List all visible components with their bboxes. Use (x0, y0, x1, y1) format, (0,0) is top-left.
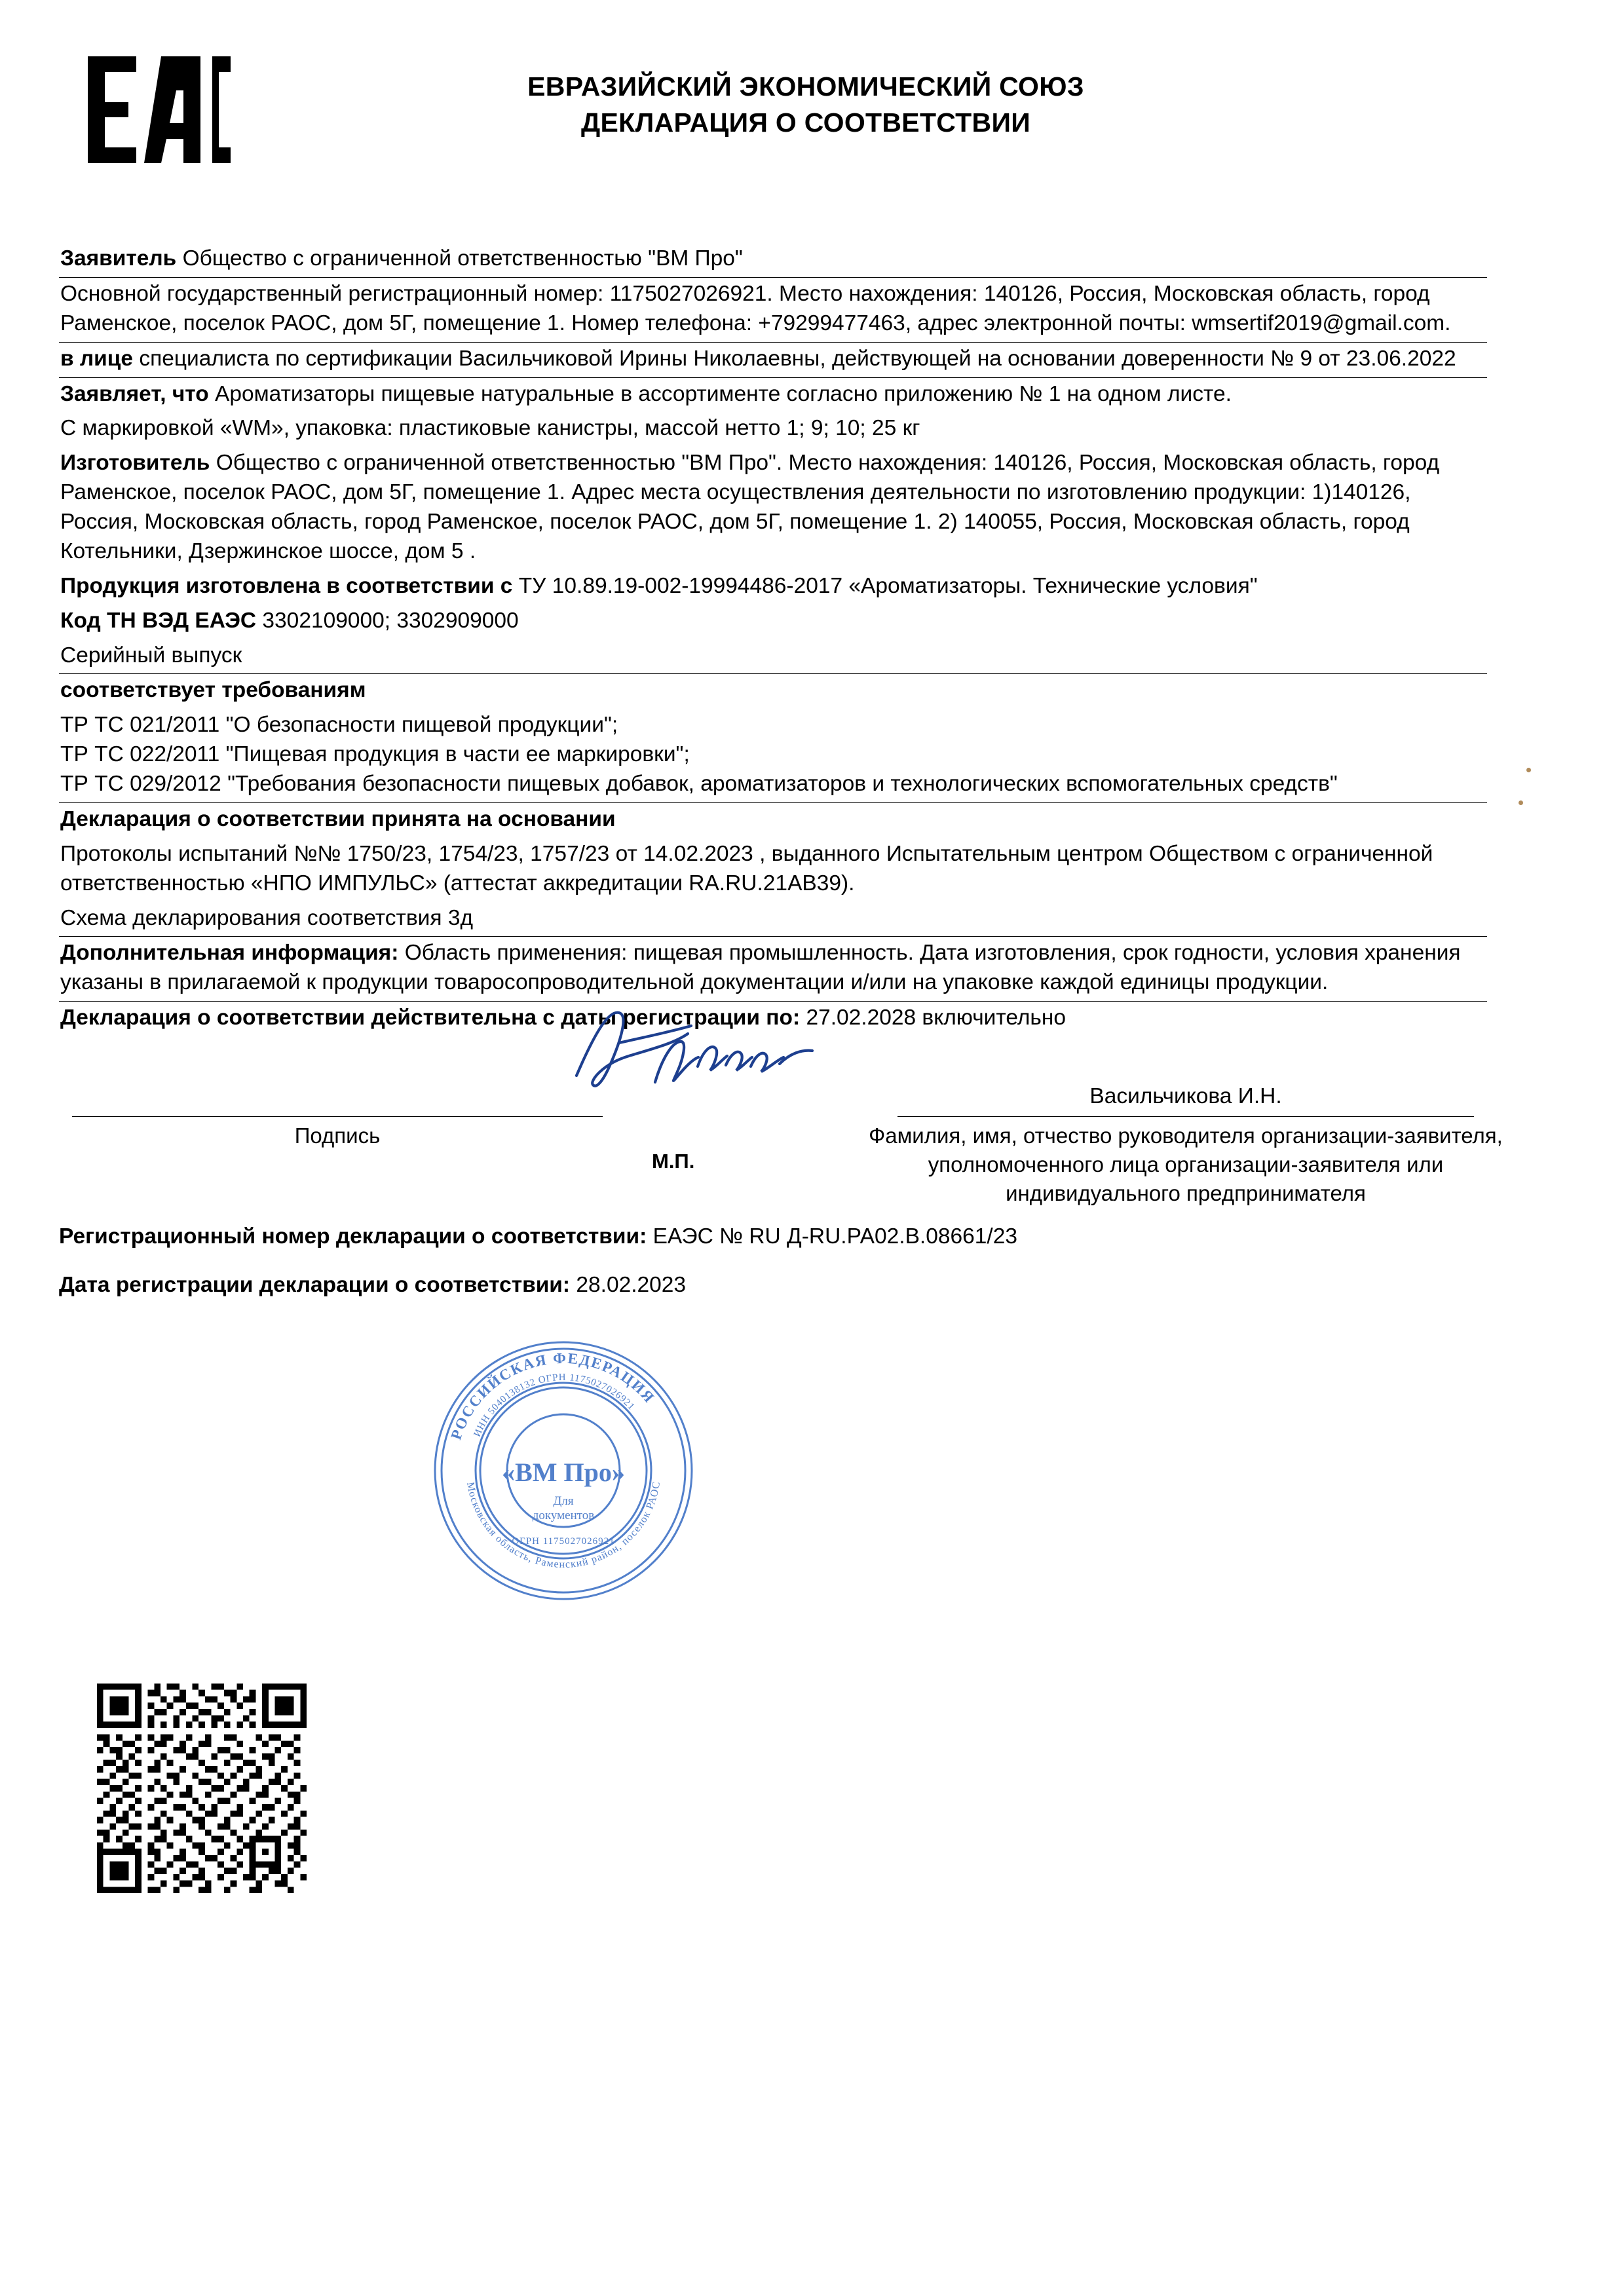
made-in-accordance-value: ТУ 10.89.19-002-19994486-2017 «Ароматизаторы. Технические условия" (518, 573, 1258, 598)
row-conforms-list (59, 709, 1487, 803)
page-title (282, 69, 1330, 141)
svg-text:Московская область, Раменский: Московская область, Раменский район, поселок РАОС (464, 1480, 663, 1571)
title-line-1: ЕВРАЗИЙСКИЙ ЭКОНОМИЧЕСКИЙ СОЮЗ (527, 71, 1084, 102)
tnved-label: Код ТН ВЭД ЕАЭС (60, 608, 257, 633)
row-marking (59, 412, 1487, 447)
signature-area (59, 1051, 1503, 1297)
row-declares (59, 378, 1487, 413)
declares-value: Ароматизаторы пищевые натуральные в ассортименте согласно приложению № 1 на одном листе. (215, 381, 1232, 406)
row-applicant (59, 242, 1487, 278)
company-stamp-icon (426, 1333, 701, 1608)
conforms-item: ТР ТС 021/2011 "О безопасности пищевой продукции"; (60, 713, 618, 738)
represented-value: специалиста по сертификации Васильчиковой Ирины Николаевны, действующей на основании доверенности № 9 от 23.06.2022 (139, 346, 1456, 371)
row-series (59, 639, 1487, 675)
row-additional (59, 937, 1487, 1002)
made-in-accordance-label: Продукция изготовлена в соответствии с (60, 573, 513, 598)
applicant-value: Общество с ограниченной ответственностью "ВМ Про" (182, 246, 743, 271)
document-header (0, 46, 1624, 177)
registration-date-value: 28.02.2023 (576, 1273, 687, 1297)
validity-label: Декларация о соответствии действительна с даты регистрации по: (60, 1006, 801, 1030)
declares-label: Заявляет, что (60, 381, 209, 406)
registration-number-line (59, 1222, 1487, 1252)
signature-caption-left: Подпись (294, 1123, 381, 1148)
declaration-body (59, 242, 1503, 1297)
qr-code (97, 1684, 307, 1893)
manufacturer-label: Изготовитель (60, 451, 210, 476)
represented-label: в лице (60, 346, 134, 371)
registration-number-value: ЕАЭС № RU Д-RU.РА02.В.08661/23 (652, 1224, 1017, 1249)
row-represented (59, 343, 1487, 378)
conforms-item: ТР ТС 029/2012 "Требования безопасности пищевых добавок, ароматизаторов и технологических вспомогательных средств" (60, 772, 1338, 796)
stamp-place-label: М.П. (652, 1150, 695, 1173)
registration-date-line (59, 1271, 1487, 1300)
conforms-label: соответствует требованиям (60, 678, 366, 703)
svg-text:Для: Для (553, 1494, 574, 1508)
marking-text: С маркировкой «WM», упаковка: пластиковые канистры, массой нетто 1; 9; 10; 25 кг (60, 416, 920, 441)
margin-dot-icon (1519, 800, 1523, 805)
svg-text:РОССИЙСКАЯ ФЕДЕРАЦИЯ: РОССИЙСКАЯ ФЕДЕРАЦИЯ (447, 1349, 658, 1442)
row-tnved (59, 605, 1487, 639)
additional-value: Область применения: пищевая промышленность. Дата изготовления, срок годности, условия хранения указаны в прилагаемой к продукции товаросопроводительной документации и/или на упаковке каждой единицы продукции. (60, 941, 1461, 995)
applicant-label: Заявитель (60, 246, 177, 271)
signature-caption-right: Фамилия, имя, отчество руководителя организации-заявителя, уполномоченного лица организации-заявителя или индивидуального предпринимателя (869, 1123, 1503, 1206)
title-line-2: ДЕКЛАРАЦИЯ О СООТВЕТСТВИИ (581, 107, 1030, 138)
row-conforms-label (59, 674, 1487, 709)
eac-mark-icon (84, 52, 235, 167)
series-text: Серийный выпуск (60, 643, 242, 668)
svg-text:ОГРН 1175027026921: ОГРН 1175027026921 (512, 1536, 615, 1547)
row-basis-label (59, 803, 1487, 838)
margin-dot-icon (1526, 768, 1531, 772)
row-validity (59, 1002, 1487, 1036)
svg-text:«ВМ Про»: «ВМ Про» (502, 1458, 625, 1487)
row-scheme (59, 902, 1487, 937)
tnved-value: 3302109000; 3302909000 (262, 608, 519, 633)
manufacturer-value: Общество с ограниченной ответственностью "ВМ Про". Место нахождения: 140126, Россия, Московская область, город Раменское, поселок РАОС, дом 5Г, помещение 1. Адрес места осуществления деятельности по изготовлению продукции: 1)140126, Россия, Московская область, город Раменское, поселок РАОС, дом 5Г, помещение 1. 2) 140055, Россия, Московская область, город Котельники, Дзержинское шоссе, дом 5 . (60, 451, 1440, 563)
row-ogrn (59, 278, 1487, 343)
scheme-text: Схема декларирования соответствия 3д (60, 905, 474, 930)
signatory-name: Васильчикова И.Н. (1089, 1084, 1282, 1108)
svg-text:ИНН 5040138132 ОГРН 117502702: ИНН 5040138132 ОГРН 1175027026921 (472, 1372, 637, 1439)
row-manufacturer (59, 447, 1487, 570)
registration-date-label: Дата регистрации декларации о соответствии: (59, 1273, 571, 1297)
conforms-item: ТР ТС 022/2011 "Пищевая продукция в части ее маркировки"; (60, 742, 690, 767)
row-made-in-accordance (59, 570, 1487, 605)
ogrn-text: Основной государственный регистрационный номер: 1175027026921. Место нахождения: 140126, Россия, Московская область, город Раменское, поселок РАОС, дом 5Г, помещение 1. Номер телефона: +79299477463, адрес электронной почты: wmsertif2019@gmail.com. (60, 281, 1451, 335)
signature-line-right (897, 1116, 1474, 1117)
svg-text:документов: документов (532, 1509, 595, 1522)
registration-number-label: Регистрационный номер декларации о соответствии: (59, 1224, 647, 1249)
basis-value: Протоколы испытаний №№ 1750/23, 1754/23, 1757/23 от 14.02.2023 , выданного Испытательным центром Обществом с ограниченной ответственностью «НПО ИМПУЛЬС» (аттестат аккредитации RA.RU.21АВ39). (60, 841, 1433, 895)
additional-label: Дополнительная информация: (60, 941, 399, 966)
signature-line-left (72, 1116, 603, 1117)
row-basis-value (59, 838, 1487, 902)
basis-label: Декларация о соответствии принята на основании (60, 806, 616, 831)
validity-value: 27.02.2028 включительно (806, 1006, 1066, 1030)
